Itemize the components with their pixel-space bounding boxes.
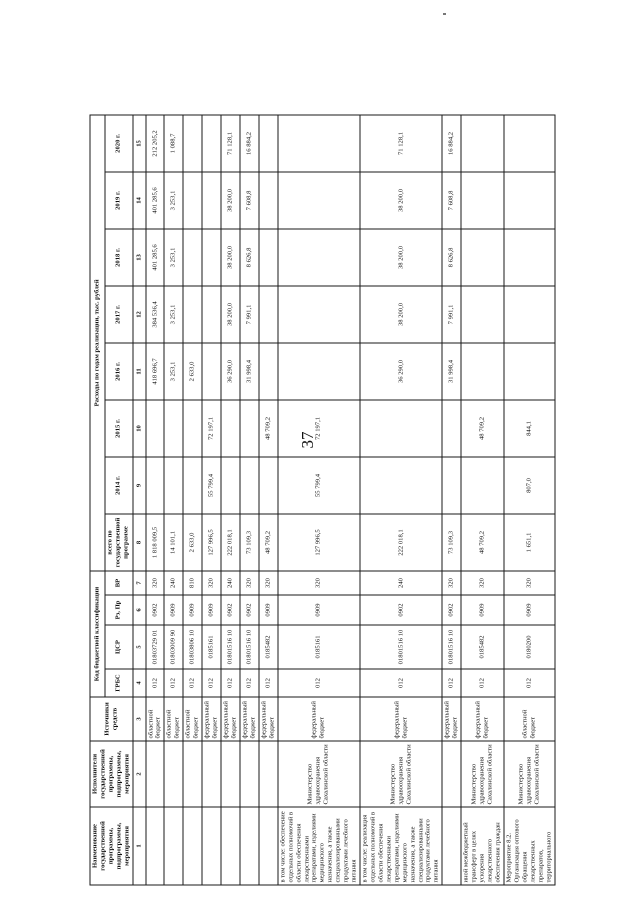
row-2019-cell [259, 172, 278, 229]
row-2020-cell: 16 884,2 [442, 115, 461, 172]
row-2015-cell: 844,1 [504, 400, 555, 457]
row-2015-cell: 48 709,2 [461, 400, 504, 457]
row-2016-cell: 31 998,4 [240, 343, 259, 400]
row-total-cell: 48 709,2 [461, 514, 504, 571]
row-rzpr-cell: 0909 [461, 595, 504, 625]
header-executor: Исполнители государственной программы, подпрограммы, мероприятия [90, 741, 133, 807]
row-rzpr-cell: 0902 [221, 595, 240, 625]
row-2018-cell [259, 229, 278, 286]
row-source-cell: федеральный бюджет [442, 697, 461, 741]
row-name-cell: Мероприятие 8.2. Организация оптового обращения лекарственных препаратов, территориального [504, 807, 555, 885]
row-name-cell: иной межбюджетный трансферт в целях ускорения лекарственного обеспечения граждан [461, 807, 504, 885]
row-name-cell [146, 807, 165, 885]
row-rzpr-cell: 0909 [202, 595, 221, 625]
budget-table [90, 114, 556, 885]
row-2020-cell: 16 884,2 [240, 115, 259, 172]
row-grbs-cell: 012 [146, 669, 165, 697]
row-2017-cell: 3 253,1 [164, 286, 183, 343]
row-executor-cell [183, 741, 202, 807]
header-year: 2020 г. [105, 115, 133, 172]
row-source-cell: федеральный бюджет [221, 697, 240, 741]
row-2014-cell: 807,0 [504, 457, 555, 514]
row-grbs-cell: 012 [183, 669, 202, 697]
row-source-cell: федеральный бюджет [202, 697, 221, 741]
row-2018-cell: 38 200,0 [221, 229, 240, 286]
row-2017-cell: 38 200,0 [221, 286, 240, 343]
row-grbs-cell: 012 [461, 669, 504, 697]
row-2019-cell [202, 172, 221, 229]
row-2016-cell [278, 343, 360, 400]
table-row [278, 115, 360, 885]
row-2014-cell: 55 799,4 [278, 457, 360, 514]
row-grbs-cell: 012 [259, 669, 278, 697]
row-2015-cell [442, 400, 461, 457]
header-vr: ВР [105, 571, 133, 595]
row-2020-cell: 1 088,7 [164, 115, 183, 172]
row-2019-cell: 38 200,0 [221, 172, 240, 229]
row-executor-cell [442, 741, 461, 807]
row-2019-cell [504, 172, 555, 229]
row-vr-cell: 320 [259, 571, 278, 595]
row-vr-cell: 320 [278, 571, 360, 595]
row-total-cell: 73 109,3 [240, 514, 259, 571]
row-vr-cell: 320 [442, 571, 461, 595]
row-vr-cell: 240 [360, 571, 442, 595]
column-number: 8 [133, 514, 146, 571]
table-row [146, 115, 165, 885]
row-2014-cell [461, 457, 504, 514]
row-2019-cell [278, 172, 360, 229]
table-row [442, 115, 461, 885]
row-grbs-cell: 012 [164, 669, 183, 697]
table-row [202, 115, 221, 885]
row-name-cell [240, 807, 259, 885]
row-csr-cell: 01801516 10 [442, 625, 461, 669]
column-number: 6 [133, 595, 146, 625]
row-2020-cell: 212 205,2 [146, 115, 165, 172]
row-source-cell: областной бюджет [183, 697, 202, 741]
column-number-row [133, 115, 146, 885]
row-vr-cell: 320 [240, 571, 259, 595]
row-total-cell: 222 018,1 [360, 514, 442, 571]
row-2019-cell: 7 608,8 [442, 172, 461, 229]
header-year: 2018 г. [105, 229, 133, 286]
row-2014-cell: 55 799,4 [202, 457, 221, 514]
row-source-cell: областной бюджет [164, 697, 183, 741]
row-total-cell: 73 109,3 [442, 514, 461, 571]
row-2020-cell [504, 115, 555, 172]
header-expenses-group: Расходы по годам реализации, тыс. рублей [90, 115, 105, 571]
row-2016-cell: 36 290,0 [360, 343, 442, 400]
row-2018-cell [278, 229, 360, 286]
column-number: 11 [133, 343, 146, 400]
row-name-cell: в том числе: реализация отдельных полномочий в области обеспечения лекарственными препаратами, изделиями медицинского назначения, а также специализированными продуктами лечебного питания [360, 807, 442, 885]
row-csr-cell: 0185482 [259, 625, 278, 669]
row-rzpr-cell: 0902 [240, 595, 259, 625]
page-number: 37 [298, 431, 317, 449]
row-vr-cell: 320 [146, 571, 165, 595]
row-2019-cell [183, 172, 202, 229]
row-source-cell: областной бюджет [504, 697, 555, 741]
row-source-cell: федеральный бюджет [240, 697, 259, 741]
row-2015-cell [240, 400, 259, 457]
row-2017-cell [202, 286, 221, 343]
row-2014-cell [146, 457, 165, 514]
row-2015-cell: 48 709,2 [259, 400, 278, 457]
row-rzpr-cell: 0902 [360, 595, 442, 625]
row-2017-cell: 384 536,4 [146, 286, 165, 343]
row-csr-cell: 01803009 90 [164, 625, 183, 669]
row-2020-cell [202, 115, 221, 172]
row-2017-cell [504, 286, 555, 343]
column-number: 7 [133, 571, 146, 595]
row-2016-cell [259, 343, 278, 400]
row-vr-cell: 320 [461, 571, 504, 595]
row-grbs-cell: 012 [360, 669, 442, 697]
row-2017-cell [278, 286, 360, 343]
row-2018-cell: 8 626,8 [442, 229, 461, 286]
row-csr-cell: 0185161 [202, 625, 221, 669]
row-2016-cell: 31 998,4 [442, 343, 461, 400]
table-header [90, 115, 146, 885]
row-source-cell: федеральный бюджет [259, 697, 278, 741]
row-vr-cell: 240 [221, 571, 240, 595]
row-name-cell [164, 807, 183, 885]
table-row [240, 115, 259, 885]
row-2020-cell: 71 128,1 [221, 115, 240, 172]
row-2020-cell [259, 115, 278, 172]
row-2016-cell [461, 343, 504, 400]
row-total-cell: 222 018,1 [221, 514, 240, 571]
row-executor-cell [146, 741, 165, 807]
row-2016-cell: 3 253,1 [164, 343, 183, 400]
column-number: 2 [133, 741, 146, 807]
table-row [259, 115, 278, 885]
row-vr-cell: 320 [202, 571, 221, 595]
row-2018-cell: 3 253,1 [164, 229, 183, 286]
row-2014-cell [442, 457, 461, 514]
row-name-cell: в том числе: обеспечение отдельных полномочий в области обеспечения лекарственными препаратами, изделиями медицинского назначения, а также специализированными продуктами лечебного питания [278, 807, 360, 885]
row-2017-cell: 7 991,1 [240, 286, 259, 343]
row-vr-cell: 320 [504, 571, 555, 595]
column-number: 5 [133, 625, 146, 669]
row-source-cell: областной бюджет [146, 697, 165, 741]
table-row [164, 115, 183, 885]
row-name-cell [221, 807, 240, 885]
row-name-cell [183, 807, 202, 885]
row-executor-cell [202, 741, 221, 807]
column-number: 15 [133, 115, 146, 172]
header-year: 2019 г. [105, 172, 133, 229]
row-executor-cell [259, 741, 278, 807]
row-csr-cell: 0185161 [278, 625, 360, 669]
column-number: 1 [133, 807, 146, 885]
scan-speck [443, 13, 446, 15]
column-number: 9 [133, 457, 146, 514]
row-rzpr-cell: 0909 [183, 595, 202, 625]
row-2018-cell [504, 229, 555, 286]
row-2014-cell [360, 457, 442, 514]
row-2020-cell [461, 115, 504, 172]
row-2016-cell: 418 696,7 [146, 343, 165, 400]
row-executor-cell: Министерство здравоохранения Сахалинской области [360, 741, 442, 807]
table-row [183, 115, 202, 885]
row-vr-cell: 810 [183, 571, 202, 595]
row-2015-cell: 72 197,1 [278, 400, 360, 457]
table-row [221, 115, 240, 885]
row-2018-cell [202, 229, 221, 286]
row-csr-cell: 0180200 [504, 625, 555, 669]
row-2016-cell: 36 290,0 [221, 343, 240, 400]
row-grbs-cell: 012 [442, 669, 461, 697]
row-rzpr-cell: 0909 [259, 595, 278, 625]
budget-table-sheet [90, 119, 554, 886]
row-2015-cell [360, 400, 442, 457]
row-rzpr-cell: 0909 [164, 595, 183, 625]
row-csr-cell: 01803806 10 [183, 625, 202, 669]
row-source-cell: федеральный бюджет [461, 697, 504, 741]
row-2014-cell [183, 457, 202, 514]
table-body [146, 115, 555, 885]
header-name: Наименование государственной программы, подпрограммы, мероприятия [90, 807, 133, 885]
row-2017-cell: 7 991,1 [442, 286, 461, 343]
row-source-cell: федеральный бюджет [278, 697, 360, 741]
row-2019-cell: 7 608,8 [240, 172, 259, 229]
table-row [360, 115, 442, 885]
header-grbs: ГРБС [105, 669, 133, 697]
row-total-cell: 127 996,5 [278, 514, 360, 571]
row-2017-cell [259, 286, 278, 343]
row-grbs-cell: 012 [240, 669, 259, 697]
row-2015-cell [183, 400, 202, 457]
header-year: 2014 г. [105, 457, 133, 514]
row-csr-cell: 01801516 10 [360, 625, 442, 669]
header-year: 2016 г. [105, 343, 133, 400]
row-2020-cell [183, 115, 202, 172]
row-2014-cell [164, 457, 183, 514]
header-year: 2017 г. [105, 286, 133, 343]
header-csr: ЦСР [105, 625, 133, 669]
row-2014-cell [221, 457, 240, 514]
row-total-cell: 14 101,1 [164, 514, 183, 571]
row-2016-cell [504, 343, 555, 400]
row-name-cell [202, 807, 221, 885]
header-year: 2015 г. [105, 400, 133, 457]
row-executor-cell: Министерство здравоохранения Сахалинской области [461, 741, 504, 807]
row-2019-cell [461, 172, 504, 229]
row-rzpr-cell: 0902 [442, 595, 461, 625]
row-2017-cell [183, 286, 202, 343]
row-grbs-cell: 012 [278, 669, 360, 697]
row-2016-cell: 2 633,0 [183, 343, 202, 400]
row-grbs-cell: 012 [202, 669, 221, 697]
row-total-cell: 48 709,2 [259, 514, 278, 571]
row-name-cell [442, 807, 461, 885]
table-row [461, 115, 504, 885]
row-total-cell: 2 633,0 [183, 514, 202, 571]
row-rzpr-cell: 0902 [146, 595, 165, 625]
row-2018-cell: 401 285,6 [146, 229, 165, 286]
row-vr-cell: 240 [164, 571, 183, 595]
row-2018-cell [183, 229, 202, 286]
row-total-cell: 1 818 009,5 [146, 514, 165, 571]
row-csr-cell: 01803729 01 [146, 625, 165, 669]
header-source: Источники средств [90, 697, 133, 741]
column-number: 4 [133, 669, 146, 697]
row-rzpr-cell: 0909 [278, 595, 360, 625]
row-executor-cell [164, 741, 183, 807]
column-number: 12 [133, 286, 146, 343]
row-2015-cell [146, 400, 165, 457]
row-2015-cell: 72 197,1 [202, 400, 221, 457]
row-2014-cell [240, 457, 259, 514]
header-rzpr: Рз, Пр [105, 595, 133, 625]
row-source-cell: федеральный бюджет [360, 697, 442, 741]
row-rzpr-cell: 0909 [504, 595, 555, 625]
row-2016-cell [202, 343, 221, 400]
row-2020-cell [278, 115, 360, 172]
row-grbs-cell: 012 [221, 669, 240, 697]
row-csr-cell: 01801516 10 [221, 625, 240, 669]
column-number: 13 [133, 229, 146, 286]
row-2015-cell [164, 400, 183, 457]
row-2018-cell [461, 229, 504, 286]
row-2019-cell: 38 200,0 [360, 172, 442, 229]
column-number: 3 [133, 697, 146, 741]
row-total-cell: 1 651,1 [504, 514, 555, 571]
row-2018-cell: 8 626,8 [240, 229, 259, 286]
row-csr-cell: 0185482 [461, 625, 504, 669]
column-number: 10 [133, 400, 146, 457]
row-executor-cell [221, 741, 240, 807]
row-name-cell [259, 807, 278, 885]
row-2018-cell: 38 200,0 [360, 229, 442, 286]
header-total: всего по государственной программе [105, 514, 133, 571]
row-2017-cell: 38 200,0 [360, 286, 442, 343]
row-2019-cell: 3 253,1 [164, 172, 183, 229]
row-2015-cell [221, 400, 240, 457]
row-executor-cell [240, 741, 259, 807]
row-total-cell: 127 996,5 [202, 514, 221, 571]
row-grbs-cell: 012 [504, 669, 555, 697]
row-csr-cell: 01801516 10 [240, 625, 259, 669]
row-2020-cell: 71 128,1 [360, 115, 442, 172]
row-executor-cell: Министерство здравоохранения Сахалинской области [278, 741, 360, 807]
row-2019-cell: 401 285,6 [146, 172, 165, 229]
row-2017-cell [461, 286, 504, 343]
column-number: 14 [133, 172, 146, 229]
header-budget-code-group: Код бюджетной классификации [90, 571, 105, 697]
row-2014-cell [259, 457, 278, 514]
table-row [504, 115, 555, 885]
row-executor-cell: Министерство здравоохранения Сахалинской области [504, 741, 555, 807]
